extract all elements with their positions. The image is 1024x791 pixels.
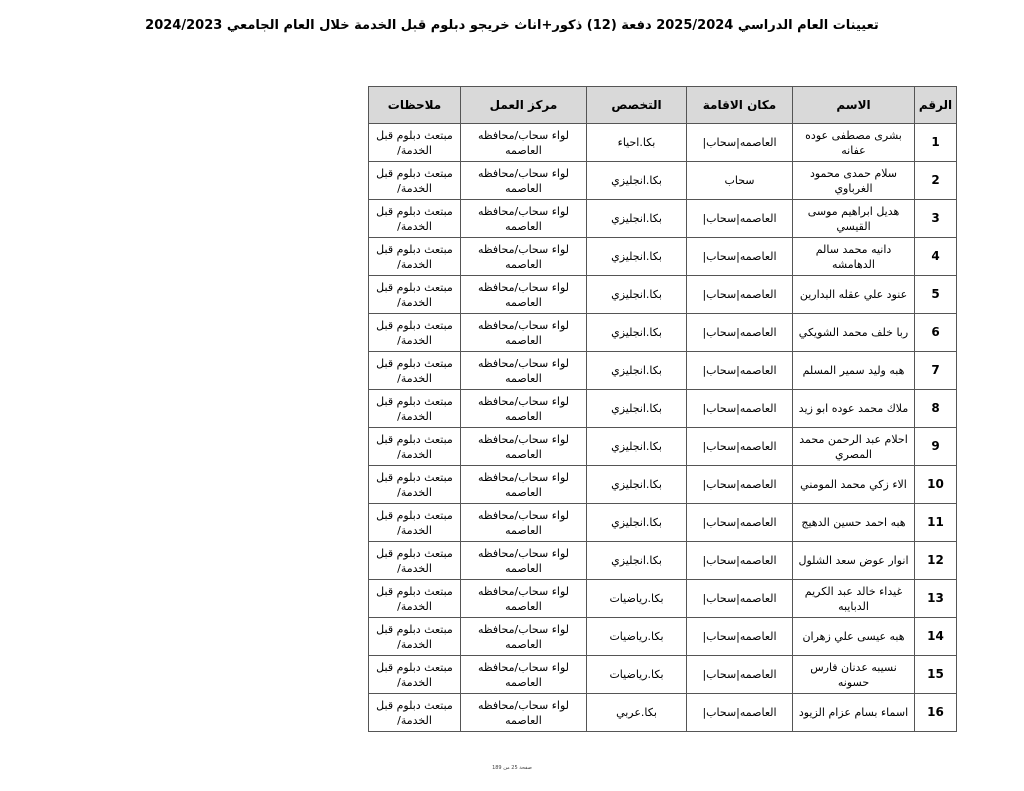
- cell-specialty: بكا.عربي: [587, 694, 687, 732]
- cell-residence: العاصمه|سحاب|: [687, 238, 793, 276]
- cell-num: 15: [915, 656, 957, 694]
- cell-name: احلام عبد الرحمن محمد المصري: [793, 428, 915, 466]
- cell-name: ملاك محمد عوده ابو زيد: [793, 390, 915, 428]
- table-row: [369, 162, 957, 200]
- table-row: [369, 504, 957, 542]
- cell-notes: مبتعث دبلوم قبل الخدمة/: [369, 466, 461, 504]
- cell-specialty: بكا.انجليزي: [587, 504, 687, 542]
- page-title: تعيينات العام الدراسي 2025/2024 دفعة (12) ذكور+اناث خريجو دبلوم قبل الخدمة خلال العام الجامعي 2024/2023: [145, 18, 879, 33]
- cell-specialty: بكا.انجليزي: [587, 542, 687, 580]
- cell-specialty: بكا.انجليزي: [587, 238, 687, 276]
- cell-specialty: بكا.انجليزي: [587, 200, 687, 238]
- cell-workplace: لواء سحاب/محافظه العاصمه: [461, 542, 587, 580]
- assignments-table: [368, 86, 957, 732]
- cell-name: نسيبه عدنان فارس حسونه: [793, 656, 915, 694]
- cell-residence: العاصمه|سحاب|: [687, 542, 793, 580]
- table-row: [369, 694, 957, 732]
- table-row: [369, 580, 957, 618]
- cell-workplace: لواء سحاب/محافظه العاصمه: [461, 466, 587, 504]
- cell-name: هبه وليد سمير المسلم: [793, 352, 915, 390]
- cell-residence: العاصمه|سحاب|: [687, 580, 793, 618]
- cell-num: 12: [915, 542, 957, 580]
- cell-workplace: لواء سحاب/محافظه العاصمه: [461, 276, 587, 314]
- cell-num: 3: [915, 200, 957, 238]
- cell-specialty: بكا.رياضيات: [587, 580, 687, 618]
- cell-num: 8: [915, 390, 957, 428]
- cell-residence: العاصمه|سحاب|: [687, 694, 793, 732]
- cell-notes: مبتعث دبلوم قبل الخدمة/: [369, 238, 461, 276]
- cell-num: 13: [915, 580, 957, 618]
- cell-workplace: لواء سحاب/محافظه العاصمه: [461, 238, 587, 276]
- table-row: [369, 276, 957, 314]
- cell-workplace: لواء سحاب/محافظه العاصمه: [461, 390, 587, 428]
- cell-specialty: بكا.رياضيات: [587, 656, 687, 694]
- table-row: [369, 656, 957, 694]
- table-row: [369, 352, 957, 390]
- header-name: الاسم: [793, 87, 915, 124]
- cell-specialty: بكا.انجليزي: [587, 314, 687, 352]
- cell-residence: العاصمه|سحاب|: [687, 428, 793, 466]
- cell-residence: العاصمه|سحاب|: [687, 466, 793, 504]
- page-footer: صفحة 25 من 189: [492, 765, 532, 771]
- header-residence: مكان الاقامة: [687, 87, 793, 124]
- cell-residence: العاصمه|سحاب|: [687, 656, 793, 694]
- cell-residence: العاصمه|سحاب|: [687, 314, 793, 352]
- cell-workplace: لواء سحاب/محافظه العاصمه: [461, 428, 587, 466]
- cell-notes: مبتعث دبلوم قبل الخدمة/: [369, 580, 461, 618]
- cell-workplace: لواء سحاب/محافظه العاصمه: [461, 352, 587, 390]
- cell-name: بشرى مصطفى عوده عفانه: [793, 124, 915, 162]
- table-row: [369, 200, 957, 238]
- header-workplace: مركز العمل: [461, 87, 587, 124]
- cell-name: سلام حمدى محمود الغرباوي: [793, 162, 915, 200]
- cell-notes: مبتعث دبلوم قبل الخدمة/: [369, 656, 461, 694]
- cell-residence: العاصمه|سحاب|: [687, 124, 793, 162]
- cell-specialty: بكا.انجليزي: [587, 352, 687, 390]
- cell-workplace: لواء سحاب/محافظه العاصمه: [461, 124, 587, 162]
- cell-notes: مبتعث دبلوم قبل الخدمة/: [369, 618, 461, 656]
- cell-specialty: بكا.احياء: [587, 124, 687, 162]
- cell-num: 4: [915, 238, 957, 276]
- cell-specialty: بكا.انجليزي: [587, 162, 687, 200]
- cell-num: 6: [915, 314, 957, 352]
- cell-workplace: لواء سحاب/محافظه العاصمه: [461, 314, 587, 352]
- cell-name: غيداء خالد عبد الكريم الدبايبه: [793, 580, 915, 618]
- header-num: الرقم: [915, 87, 957, 124]
- cell-name: انوار عوض سعد الشلول: [793, 542, 915, 580]
- cell-notes: مبتعث دبلوم قبل الخدمة/: [369, 694, 461, 732]
- cell-notes: مبتعث دبلوم قبل الخدمة/: [369, 200, 461, 238]
- cell-specialty: بكا.رياضيات: [587, 618, 687, 656]
- table-row: [369, 542, 957, 580]
- cell-num: 5: [915, 276, 957, 314]
- cell-num: 11: [915, 504, 957, 542]
- cell-specialty: بكا.انجليزي: [587, 390, 687, 428]
- cell-notes: مبتعث دبلوم قبل الخدمة/: [369, 162, 461, 200]
- cell-specialty: بكا.انجليزي: [587, 428, 687, 466]
- cell-name: دانيه محمد سالم الدهامشه: [793, 238, 915, 276]
- cell-workplace: لواء سحاب/محافظه العاصمه: [461, 580, 587, 618]
- cell-workplace: لواء سحاب/محافظه العاصمه: [461, 656, 587, 694]
- cell-workplace: لواء سحاب/محافظه العاصمه: [461, 694, 587, 732]
- cell-num: 16: [915, 694, 957, 732]
- cell-num: 2: [915, 162, 957, 200]
- table-row: [369, 466, 957, 504]
- cell-name: هبه احمد حسين الدهيج: [793, 504, 915, 542]
- cell-name: هديل ابراهيم موسى القيسي: [793, 200, 915, 238]
- cell-num: 1: [915, 124, 957, 162]
- cell-workplace: لواء سحاب/محافظه العاصمه: [461, 618, 587, 656]
- header-row: [369, 87, 957, 124]
- cell-name: ربا خلف محمد الشويكي: [793, 314, 915, 352]
- table-header: [369, 87, 957, 124]
- header-specialty: التخصص: [587, 87, 687, 124]
- cell-notes: مبتعث دبلوم قبل الخدمة/: [369, 542, 461, 580]
- cell-notes: مبتعث دبلوم قبل الخدمة/: [369, 314, 461, 352]
- cell-residence: العاصمه|سحاب|: [687, 352, 793, 390]
- cell-num: 9: [915, 428, 957, 466]
- table-row: [369, 314, 957, 352]
- cell-num: 10: [915, 466, 957, 504]
- cell-residence: سحاب: [687, 162, 793, 200]
- header-notes: ملاحظات: [369, 87, 461, 124]
- table-body: [369, 124, 957, 732]
- cell-name: اسماء بسام عزام الزيود: [793, 694, 915, 732]
- cell-notes: مبتعث دبلوم قبل الخدمة/: [369, 504, 461, 542]
- cell-num: 14: [915, 618, 957, 656]
- cell-residence: العاصمه|سحاب|: [687, 276, 793, 314]
- cell-workplace: لواء سحاب/محافظه العاصمه: [461, 162, 587, 200]
- cell-workplace: لواء سحاب/محافظه العاصمه: [461, 200, 587, 238]
- cell-notes: مبتعث دبلوم قبل الخدمة/: [369, 390, 461, 428]
- table-row: [369, 618, 957, 656]
- cell-notes: مبتعث دبلوم قبل الخدمة/: [369, 124, 461, 162]
- table-row: [369, 238, 957, 276]
- cell-num: 7: [915, 352, 957, 390]
- cell-notes: مبتعث دبلوم قبل الخدمة/: [369, 428, 461, 466]
- table-row: [369, 428, 957, 466]
- cell-residence: العاصمه|سحاب|: [687, 618, 793, 656]
- cell-notes: مبتعث دبلوم قبل الخدمة/: [369, 276, 461, 314]
- cell-specialty: بكا.انجليزي: [587, 276, 687, 314]
- cell-residence: العاصمه|سحاب|: [687, 504, 793, 542]
- cell-notes: مبتعث دبلوم قبل الخدمة/: [369, 352, 461, 390]
- table-row: [369, 124, 957, 162]
- cell-name: الاء زكي محمد المومني: [793, 466, 915, 504]
- cell-workplace: لواء سحاب/محافظه العاصمه: [461, 504, 587, 542]
- cell-name: عنود علي عقله البدارين: [793, 276, 915, 314]
- cell-specialty: بكا.انجليزي: [587, 466, 687, 504]
- cell-residence: العاصمه|سحاب|: [687, 390, 793, 428]
- table-row: [369, 390, 957, 428]
- cell-residence: العاصمه|سحاب|: [687, 200, 793, 238]
- cell-name: هبه عيسى علي زهران: [793, 618, 915, 656]
